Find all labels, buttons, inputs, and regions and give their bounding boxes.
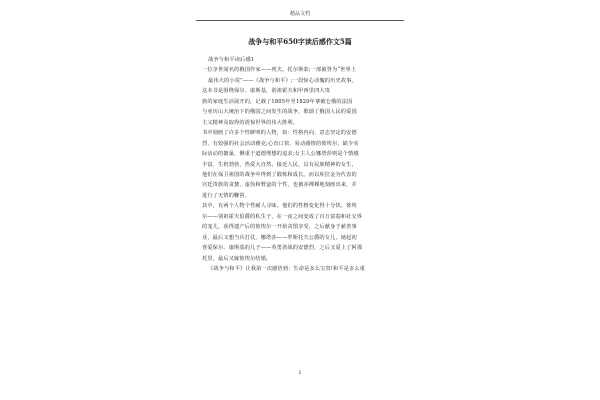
body-line: 《战争与和平》让我第一次感悟到：生命是多么宝贵!和平是多么重 <box>208 266 366 273</box>
body-line: 喜爱保尔。康斯基的儿子——英勇善战的安德烈，之后又爱上了阿那 <box>202 245 363 252</box>
body-line: 烈，有较强的社会活动雅克;心直口快、易动感情的彼埃尔，缺少实 <box>202 140 359 147</box>
body-line: 最伟大的小说”——《战争与和平》;一段惊心动魄的历史故事。 <box>208 77 357 84</box>
body-line: 与亚历山大统治下的俄国之间发生的战争，歌颂了俄国人民的爱国 <box>202 109 357 116</box>
body-line: 进行了无情的鞭笞。 <box>202 192 251 199</box>
body-line: 际活动的搪巢，侧重于道德理想的追求;女主人公娜塔莎则是个情感 <box>202 151 359 158</box>
body-line: 尔——别祖霍夫伯爵的私生子，在一夜之间变成了百万富翁和社交界 <box>202 213 363 220</box>
body-line: 的宠儿。获得遗产后的彼埃尔一开始贪图享受，之后献身于慈善事 <box>202 224 357 231</box>
body-line: 业，最后又想当兵打仗。娜塔莎——罗斯托夫公爵的女儿，她起初 <box>202 234 357 241</box>
page-number: 1 <box>298 370 302 376</box>
body-line: 书中刻画了许多个性鲜明的人物，如：性格内向、意志坚定的安德 <box>202 130 357 137</box>
section-subheading: 战争与和平读后感1 <box>208 57 255 63</box>
body-line: 主义精神及取得的震惊世界的伟大胜利。 <box>202 119 299 126</box>
body-line: 族的家庭生活展开的，记载了1805年至1820年拿破仑俄的法国 <box>202 98 353 105</box>
body-line: 托里，最后又嫁彼埃尔结婚。 <box>202 255 272 262</box>
body-line: 宫廷贵族的贪婪、虚伪和野蛮的个性，也被赤裸裸地刻画出来，并 <box>202 182 357 189</box>
body-line: 一位享世闻名的俄国作家——列夫。托尔斯泰;一部被誉为“世界上 <box>202 67 357 74</box>
header-label: 精品文档 <box>289 11 310 17</box>
document-body <box>202 55 402 275</box>
header-rule <box>196 20 404 21</box>
document-title: 战争与和平650字读后感作文5篇 <box>248 37 352 46</box>
body-line: 他们在保卫祖国的战争中得到了锻炼和成长。而以库拉金为代表的 <box>202 171 357 178</box>
body-line: 丰富，生机勃勃，热爱大自然，接近人民，具有民族精神的女生， <box>202 161 357 168</box>
document-page <box>196 0 404 400</box>
body-line: 其中，有两个人物个性耐人寻味。他们的性格变化得十分快。彼埃 <box>202 203 357 210</box>
body-line: 这本书是围绕保尔、康斯基，别祖霍夫和甲西里四大贵 <box>202 88 331 95</box>
